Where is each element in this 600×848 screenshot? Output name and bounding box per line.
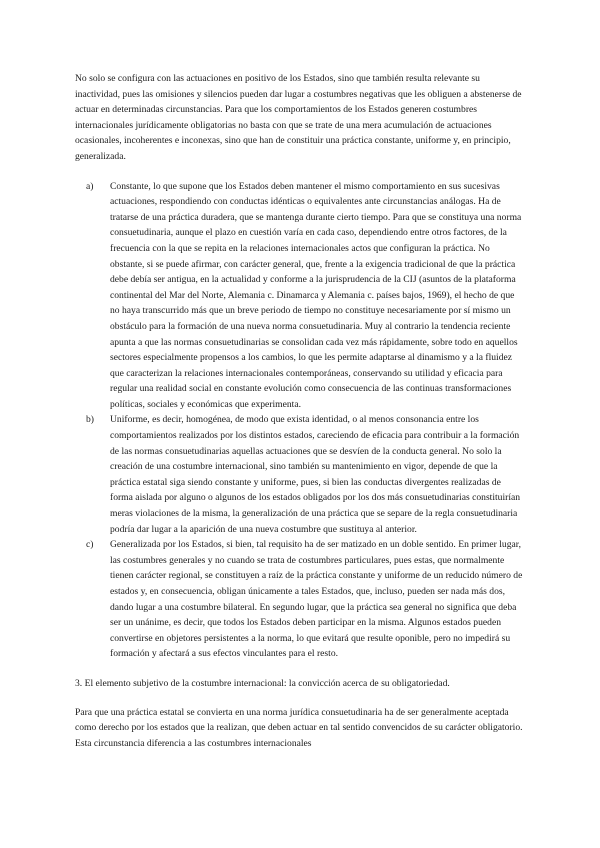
intro-paragraph: No solo se configura con las actuaciones en positivo de los Estados, sino que también resulta relevante su inactividad, pues las omisiones y silencios pueden dar lugar a costumbres negativas que les obliguen a abstenerse de actuar en determinadas circunstancias. Para que los comportamientos de los Estados generen costumbres internacionales jurídicamente obligatorias no basta con que se trate de una mera acumulación de actuaciones ocasionales, incoherentes e inconexas, sino que han de constituir una práctica constante, uniforme y, en principio, generalizada. — [75, 73, 522, 162]
list-item — [86, 537, 526, 662]
list-item-text: Uniforme, es decir, homogénea, de modo que exista identidad, o al menos consonancia entre los comportamientos realizados por los distintos estados, careciendo de eficacia para contribuir a la formación de las normas consuetudinarias aquellas actuaciones que se desvíen de la conducta general. No solo la creación de una costumbre internacional, sino también su mantenimiento en vigor, depende de que la práctica estatal siga siendo constante y uniforme, pues, si bien las conductas divergentes realizadas de forma aislada por alguno o algunos de los estados obligados por los dos más consuetudinarias constituirían meras violaciones de la misma, la generalización de una práctica que se separe de la regla consuetudinaria podría dar lugar a la aparición de una nueva costumbre que sustituya al anterior. — [110, 414, 521, 535]
list-item — [86, 179, 526, 413]
list-marker: c) — [86, 539, 94, 551]
list-item-text: Constante, lo que supone que los Estados deben mantener el mismo comportamiento en sus sucesivas actuaciones, respondiendo con conductas idénticas o equivalentes ante circunstancias análogas. Ha de tratarse de una práctica duradera, que se mantenga durante cierto tiempo. Para que se constituya una norma consuetudinaria, aunque el plazo en cuestión varía en cada caso, dependiendo entre otros factores, de la frecuencia con la que se repita en la relaciones internacionales actos que configuran la práctica. No obstante, si se puede afirmar, con carácter general, que, frente a la exigencia tradicional de que la práctica debe debía ser antigua, en la actualidad y conforme a la jurisprudencia de la CIJ (asuntos de la plataforma continental del Mar del Norte, Alemania c. Dinamarca y Alemania c. países bajos, 1969), el hecho de que no haya transcurrido más que un breve periodo de tiempo no constituye necesariamente por sí mismo un obstáculo para la formación de una nueva norma consuetudinaria. Muy al contrario la tendencia reciente apunta a que las normas consuetudinarias se consolidan cada vez más rápidamente, sobre todo en aquellos sectores especialmente propensos a los cambios, lo que les permite adaptarse al dinamismo y a la fluidez que caracterizan la relaciones internacionales contemporáneas, conservando su utilidad y eficacia para regular una realidad social en constante evolución como consecuencia de las continuas transformaciones políticas, sociales y económicas que experimenta. — [110, 180, 522, 410]
list-item — [86, 412, 526, 537]
list-item-text: Generalizada por los Estados, si bien, tal requisito ha de ser matizado en un doble sentido. En primer lugar, las costumbres generales y no cuando se trata de costumbres particulares, pues estas, que normalmente tienen carácter regional, se constituyen a raíz de la práctica constante y uniforme de un reducido número de estados y, en consecuencia, obligan únicamente a tales Estados, que, incluso, pueden ser nada más dos, dando lugar a una costumbre bilateral. En segundo lugar, que la práctica sea general no significa que deba ser un unánime, es decir, que todos los Estados deben participar en la misma. Algunos estados pueden convertirse en objetores persistentes a la norma, lo que evitará que resulte oponible, pero no impedirá su formación y afectará a sus efectos vinculantes para el resto. — [110, 539, 523, 660]
closing-paragraph: Para que una práctica estatal se convierta en una norma jurídica consuetudinaria ha de ser generalmente aceptada como derecho por los estados que la realizan, que deben actuar en tal sentido convencidos de su carácter obligatorio. Esta circunstancia diferencia a las costumbres internacionales — [75, 706, 523, 749]
requirements-list — [75, 179, 526, 662]
section-heading: 3. El elemento subjetivo de la costumbre internacional: la convicción acerca de su obligatoriedad. — [75, 677, 450, 689]
list-marker: b) — [86, 414, 94, 426]
list-marker: a) — [86, 180, 94, 192]
